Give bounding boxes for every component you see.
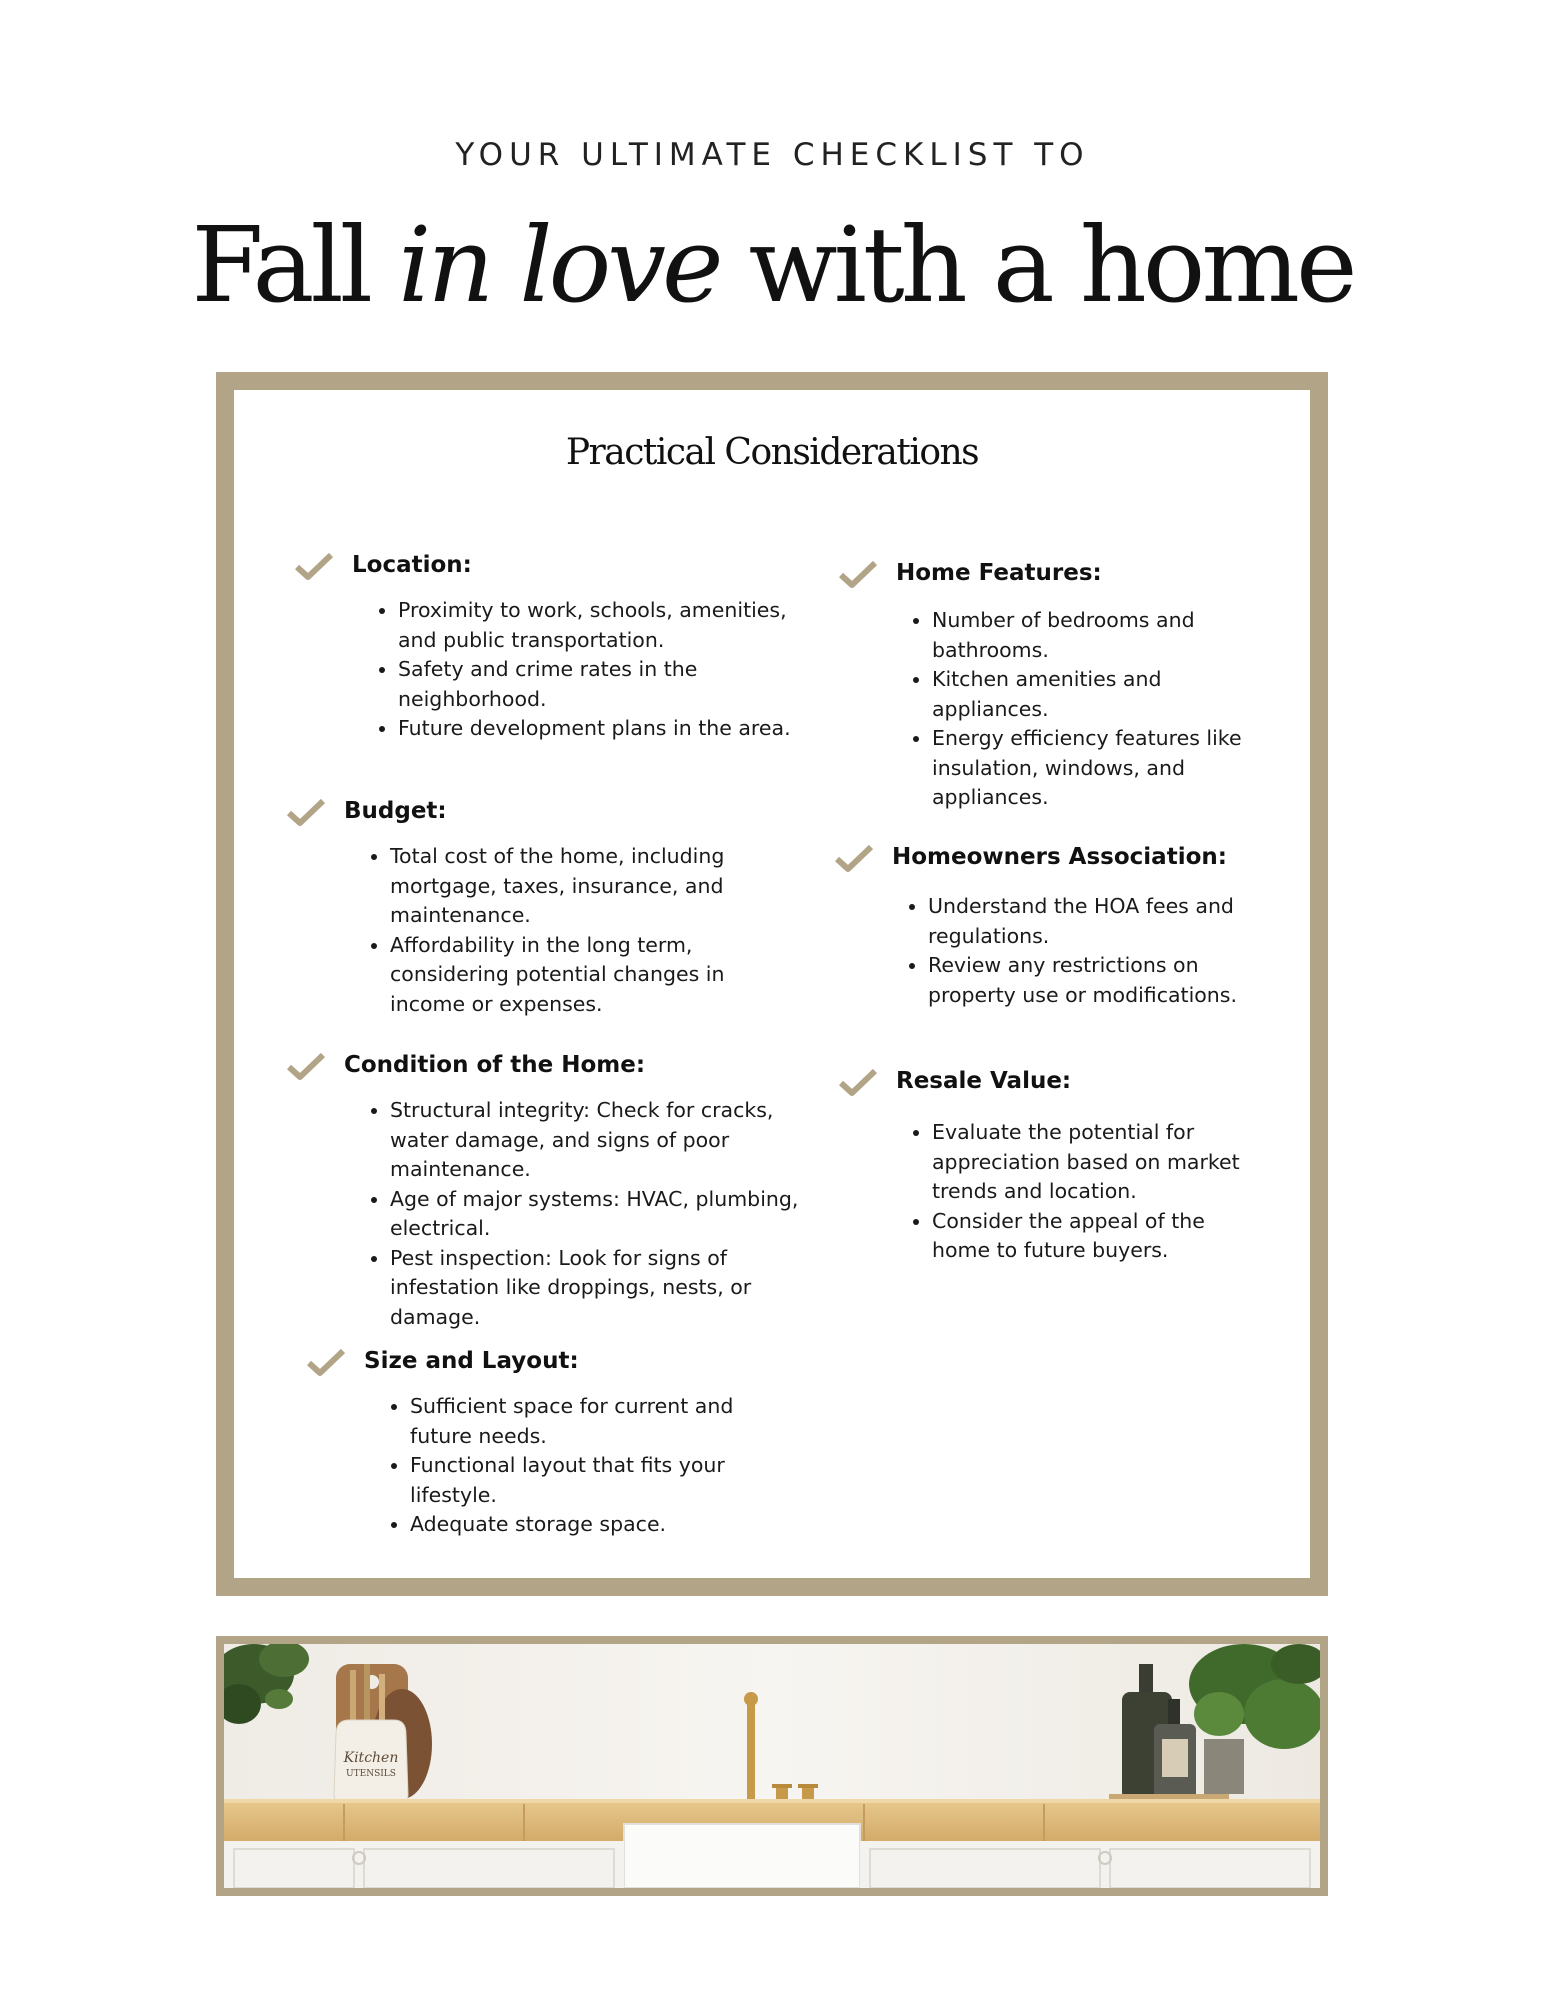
section-home-features [838,558,1308,813]
bullet-list [410,1392,790,1540]
list-item: • Consider the appeal of the home to future buyers. [932,1207,1267,1266]
list-item: • Pest inspection: Look for signs of infestation like droppings, nests, or damage. [390,1244,815,1333]
list-item: • Number of bedrooms and bathrooms. [932,606,1252,665]
section-title: Size and Layout: [364,1348,579,1374]
considerations-card [216,372,1328,1596]
bullet-list [390,1096,815,1332]
bullet-list [398,596,814,744]
kitchen-photo [216,1636,1328,1896]
section-title: Condition of the Home: [344,1052,646,1078]
section-header [834,842,1314,882]
bullet-list [932,1118,1267,1266]
check-icon [286,798,326,828]
header-eyebrow: YOUR ULTIMATE CHECKLIST TO [455,137,1090,173]
list-item: • Adequate storage space. [410,1510,790,1540]
list-item: • Affordability in the long term, considering potential changes in income or expenses. [390,931,790,1020]
title-part-1: Fall [191,204,399,326]
check-icon [286,1052,326,1082]
check-icon [838,560,878,590]
section-header [838,1066,1308,1106]
list-item: • Sufficient space for current and future needs. [410,1392,790,1451]
list-item: • Functional layout that fits your lifestyle. [410,1451,790,1510]
kitchen-illustration [224,1644,1320,1888]
bullet-list [932,606,1252,813]
section-location [294,550,814,744]
card-title: Practical Considerations [565,432,979,473]
section-hoa [834,842,1314,1010]
section-header [306,1346,806,1386]
title-part-2: with a home [719,204,1354,326]
jar-label-2: UTENSILS [346,1769,396,1779]
list-item: • Future development plans in the area. [398,714,814,744]
check-icon [294,552,334,582]
check-icon [838,1068,878,1098]
section-title: Home Features: [896,560,1102,586]
check-icon [306,1348,346,1378]
list-item: • Understand the HOA fees and regulations. [928,892,1248,951]
list-item: • Evaluate the potential for appreciation based on market trends and location. [932,1118,1267,1207]
section-header [294,550,814,590]
section-resale [838,1066,1308,1266]
section-header [286,1050,806,1090]
title-emphasis: in love [398,204,720,326]
list-item: • Proximity to work, schools, amenities, and public transportation. [398,596,814,655]
list-item: • Structural integrity: Check for cracks, water damage, and signs of poor maintenance. [390,1096,815,1185]
list-item: • Review any restrictions on property use or modifications. [928,951,1248,1010]
section-header [838,558,1308,598]
page-title [0,200,1545,330]
list-item: • Total cost of the home, including mortgage, taxes, insurance, and maintenance. [390,842,790,931]
list-item: • Energy efficiency features like insulation, windows, and appliances. [932,724,1252,813]
section-header [286,796,806,836]
bullet-list [390,842,790,1019]
section-size-layout [306,1346,806,1540]
jar-label-1: Kitchen [343,1750,399,1766]
section-title: Homeowners Association: [892,844,1227,870]
check-icon [834,844,874,874]
list-item: • Kitchen amenities and appliances. [932,665,1252,724]
section-condition [286,1050,806,1332]
section-title: Location: [352,552,472,578]
section-title: Budget: [344,798,447,824]
section-budget [286,796,806,1019]
bullet-list [928,892,1248,1010]
section-title: Resale Value: [896,1068,1072,1094]
list-item: • Safety and crime rates in the neighborhood. [398,655,814,714]
list-item: • Age of major systems: HVAC, plumbing, electrical. [390,1185,815,1244]
